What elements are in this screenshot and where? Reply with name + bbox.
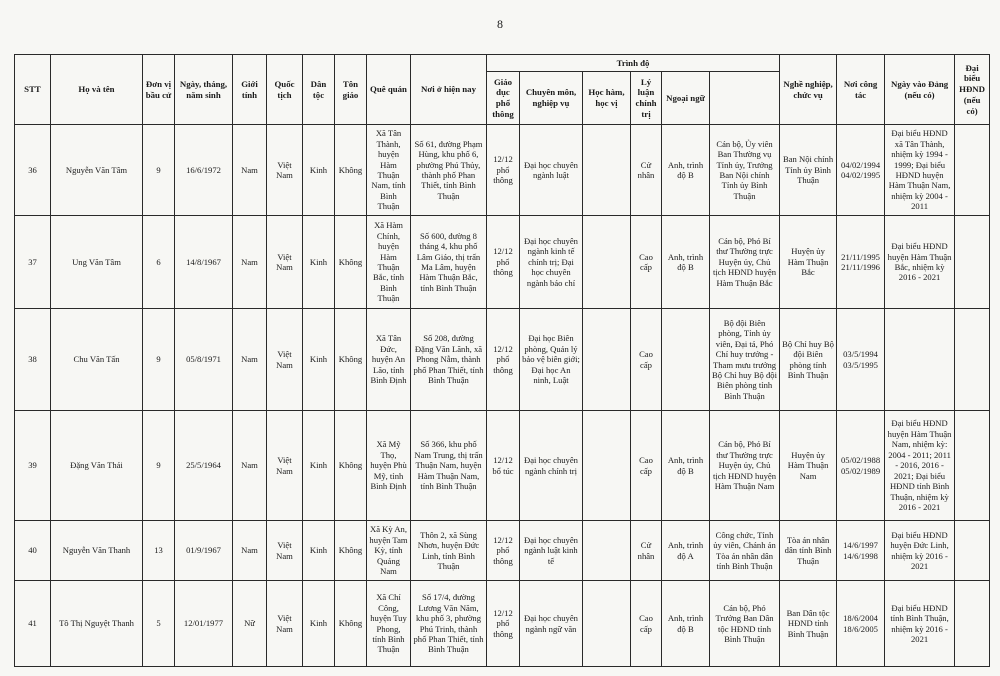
cell-don-vi: 6 — [143, 216, 175, 309]
cell-ngoai-ngu: Anh, trình độ B — [662, 125, 710, 216]
cell-giao-duc: 12/12 bổ túc — [487, 411, 520, 521]
cell-ghi-chu — [955, 411, 990, 521]
cell-giao-duc: 12/12 phổ thông — [487, 216, 520, 309]
cell-ngay-vao-dang: 05/02/1988 05/02/1989 — [837, 411, 885, 521]
cell-ghi-chu — [955, 309, 990, 411]
cell-hoc-ham — [583, 216, 631, 309]
cell-ton-giao: Không — [335, 411, 367, 521]
cell-hoc-ham — [583, 581, 631, 667]
cell-don-vi: 9 — [143, 125, 175, 216]
cell-ho-ten: Chu Văn Tấn — [51, 309, 143, 411]
cell-ton-giao: Không — [335, 521, 367, 581]
table-row — [15, 581, 990, 667]
cell-ton-giao: Không — [335, 216, 367, 309]
cell-giao-duc: 12/12 phổ thông — [487, 125, 520, 216]
cell-don-vi: 13 — [143, 521, 175, 581]
cell-chuyen-mon: Đại học Biên phòng, Quản lý bảo vệ biên giới; Đại học An ninh, Luật — [520, 309, 583, 411]
cell-ngay-vao-dang: 04/02/1994 04/02/1995 — [837, 125, 885, 216]
cell-ngay-sinh: 12/01/1977 — [175, 581, 233, 667]
cell-noi-o: Số 61, đường Phạm Hùng, khu phố 6, phường Phú Thủy, thành phố Phan Thiết, tỉnh Bình Thuận — [411, 125, 487, 216]
cell-que-quan: Xã Hàm Chính, huyện Hàm Thuận Bắc, tỉnh Bình Thuận — [367, 216, 411, 309]
cell-ngay-sinh: 25/5/1964 — [175, 411, 233, 521]
cell-dai-bieu: Đại biểu HĐND huyện Hàm Thuận Bắc, nhiệm kỳ 2016 - 2021 — [885, 216, 955, 309]
cell-dai-bieu — [885, 309, 955, 411]
cell-gioi-tinh: Nam — [233, 309, 267, 411]
cell-chuyen-mon: Đại học chuyên ngành luật — [520, 125, 583, 216]
cell-gioi-tinh: Nam — [233, 411, 267, 521]
cell-ngoai-ngu — [662, 309, 710, 411]
header-noi-o: Nơi ở hiện nay — [411, 55, 487, 125]
cell-noi-o: Thôn 2, xã Sùng Nhơn, huyện Đức Linh, tỉnh Bình Thuận — [411, 521, 487, 581]
cell-gioi-tinh: Nam — [233, 521, 267, 581]
cell-gioi-tinh: Nam — [233, 125, 267, 216]
cell-ton-giao: Không — [335, 125, 367, 216]
header-dai-bieu: Đại biểu HĐND (nếu có) — [955, 55, 990, 125]
header-giao-duc: Giáo dục phổ thông — [487, 72, 520, 125]
cell-quoc-tich: Việt Nam — [267, 125, 303, 216]
cell-ly-luan: Cao cấp — [631, 216, 662, 309]
header-stt: STT — [15, 55, 51, 125]
cell-giao-duc: 12/12 phổ thông — [487, 581, 520, 667]
cell-gioi-tinh: Nam — [233, 216, 267, 309]
cell-dai-bieu: Đại biểu HĐND huyện Đức Linh, nhiệm kỳ 2016 - 2021 — [885, 521, 955, 581]
header-don-vi: Đơn vị bầu cử — [143, 55, 175, 125]
cell-nghe-nghiep: Cán bộ, Phó Bí thư Thường trực Huyện ủy, Chủ tịch HĐND huyện Hàm Thuận Nam — [710, 411, 780, 521]
header-ngay-sinh: Ngày, tháng, năm sinh — [175, 55, 233, 125]
cell-dan-toc: Kinh — [303, 309, 335, 411]
cell-noi-o: Số 366, khu phố Nam Trung, thị trấn Thuận Nam, huyện Hàm Thuận Nam, tỉnh Bình Thuận — [411, 411, 487, 521]
cell-ho-ten: Ung Văn Tâm — [51, 216, 143, 309]
cell-ghi-chu — [955, 581, 990, 667]
header-noi-cong-tac: Nơi công tác — [837, 55, 885, 125]
cell-ngay-sinh: 05/8/1971 — [175, 309, 233, 411]
cell-ngay-vao-dang: 03/5/1994 03/5/1995 — [837, 309, 885, 411]
cell-hoc-ham — [583, 309, 631, 411]
cell-dan-toc: Kinh — [303, 581, 335, 667]
cell-que-quan: Xã Tân Thành, huyện Hàm Thuận Nam, tỉnh Bình Thuận — [367, 125, 411, 216]
cell-stt: 39 — [15, 411, 51, 521]
cell-giao-duc: 12/12 phổ thông — [487, 521, 520, 581]
header-dan-toc: Dân tộc — [303, 55, 335, 125]
cell-nghe-nghiep: Cán bộ, Phó Trưởng Ban Dân tộc HĐND tỉnh Bình Thuận — [710, 581, 780, 667]
cell-chuyen-mon: Đại học chuyên ngành ngữ văn — [520, 581, 583, 667]
cell-stt: 37 — [15, 216, 51, 309]
table-body — [15, 125, 990, 667]
header-hoc-ham: Học hàm, học vị — [583, 72, 631, 125]
cell-ngoai-ngu: Anh, trình độ B — [662, 411, 710, 521]
cell-don-vi: 9 — [143, 309, 175, 411]
cell-dai-bieu: Đại biểu HĐND huyện Hàm Thuận Nam, nhiệm kỳ: 2004 - 2011; 2011 - 2016, 2016 - 2021; Đại biểu HĐND tỉnh Bình Thuận, nhiệm kỳ 2016 - 2021 — [885, 411, 955, 521]
cell-ly-luan: Cao cấp — [631, 309, 662, 411]
cell-noi-cong-tac: Ban Nội chính Tỉnh ủy Bình Thuận — [780, 125, 837, 216]
cell-stt: 36 — [15, 125, 51, 216]
header-quoc-tich: Quốc tịch — [267, 55, 303, 125]
cell-nghe-nghiep: Cán bộ, Ủy viên Ban Thường vụ Tỉnh ủy, Trưởng Ban Nội chính Tỉnh ủy Bình Thuận — [710, 125, 780, 216]
header-ngay-vao-dang: Ngày vào Đảng (nếu có) — [885, 55, 955, 125]
cell-que-quan: Xã Tân Đức, huyện An Lão, tỉnh Bình Định — [367, 309, 411, 411]
cell-ly-luan: Cao cấp — [631, 581, 662, 667]
cell-gioi-tinh: Nữ — [233, 581, 267, 667]
cell-giao-duc: 12/12 phổ thông — [487, 309, 520, 411]
cell-ton-giao: Không — [335, 581, 367, 667]
cell-don-vi: 9 — [143, 411, 175, 521]
table-row — [15, 521, 990, 581]
cell-noi-cong-tac: Huyện ủy Hàm Thuận Nam — [780, 411, 837, 521]
cell-ly-luan: Cao cấp — [631, 411, 662, 521]
table-row — [15, 216, 990, 309]
cell-que-quan: Xã Kỳ An, huyện Tam Kỳ, tỉnh Quảng Nam — [367, 521, 411, 581]
cell-ngoai-ngu: Anh, trình độ B — [662, 216, 710, 309]
table-row — [15, 309, 990, 411]
cell-chuyen-mon: Đại học chuyên ngành kinh tế chính trị; Đại học chuyên ngành báo chí — [520, 216, 583, 309]
cell-chuyen-mon: Đại học chuyên ngành chính trị — [520, 411, 583, 521]
cell-dai-bieu: Đại biểu HĐND tỉnh Bình Thuận, nhiệm kỳ 2016 - 2021 — [885, 581, 955, 667]
table-header — [15, 55, 990, 125]
cell-quoc-tich: Việt Nam — [267, 411, 303, 521]
header-trinh-do: Trình độ — [487, 55, 780, 72]
cell-quoc-tich: Việt Nam — [267, 581, 303, 667]
table-row — [15, 125, 990, 216]
cell-noi-o: Số 17/4, đường Lương Văn Năm, khu phố 3, phường Phú Trinh, thành phố Phan Thiết, tỉnh Bình Thuận — [411, 581, 487, 667]
cell-ngay-sinh: 14/8/1967 — [175, 216, 233, 309]
cell-noi-cong-tac: Bộ Chỉ huy Bộ đội Biên phòng tỉnh Bình Thuận — [780, 309, 837, 411]
cell-nghe-nghiep: Bộ đội Biên phòng, Tỉnh ủy viên, Đại tá, Phó Chỉ huy trưởng - Tham mưu trưởng Bộ Chỉ huy Bộ đội Biên phòng tỉnh Bình Thuận — [710, 309, 780, 411]
cell-ngoai-ngu: Anh, trình độ A — [662, 521, 710, 581]
header-gioi-tinh: Giới tính — [233, 55, 267, 125]
cell-hoc-ham — [583, 411, 631, 521]
cell-ly-luan: Cử nhân — [631, 521, 662, 581]
cell-noi-cong-tac: Huyện ủy Hàm Thuận Bắc — [780, 216, 837, 309]
cell-ghi-chu — [955, 125, 990, 216]
cell-quoc-tich: Việt Nam — [267, 521, 303, 581]
cell-ho-ten: Tô Thị Nguyệt Thanh — [51, 581, 143, 667]
header-que-quan: Quê quán — [367, 55, 411, 125]
cell-ho-ten: Đặng Văn Thái — [51, 411, 143, 521]
cell-dai-bieu: Đại biểu HĐND xã Tân Thành, nhiệm kỳ 1994 - 1999; Đại biểu HĐND huyện Hàm Thuận Nam, nhiệm kỳ 2004 - 2011 — [885, 125, 955, 216]
candidate-table — [14, 54, 990, 667]
header-ho-ten: Họ và tên — [51, 55, 143, 125]
cell-noi-o: Số 208, đường Đặng Văn Lãnh, xã Phong Nẫm, thành phố Phan Thiết, tỉnh Bình Thuận — [411, 309, 487, 411]
header-ly-luan: Lý luận chính trị — [631, 72, 662, 125]
cell-quoc-tich: Việt Nam — [267, 309, 303, 411]
page-number: 8 — [497, 17, 503, 31]
cell-dan-toc: Kinh — [303, 521, 335, 581]
cell-ngay-sinh: 16/6/1972 — [175, 125, 233, 216]
cell-nghe-nghiep: Cán bộ, Phó Bí thư Thường trực Huyện ủy, Chủ tịch HĐND huyện Hàm Thuận Bắc — [710, 216, 780, 309]
cell-ton-giao: Không — [335, 309, 367, 411]
cell-don-vi: 5 — [143, 581, 175, 667]
cell-stt: 38 — [15, 309, 51, 411]
cell-ghi-chu — [955, 521, 990, 581]
cell-noi-o: Số 600, đường 8 tháng 4, khu phố Lâm Giáo, thị trấn Ma Lâm, huyện Hàm Thuận Bắc, tỉnh Bình Thuận — [411, 216, 487, 309]
cell-ho-ten: Nguyễn Văn Tâm — [51, 125, 143, 216]
cell-dan-toc: Kinh — [303, 216, 335, 309]
cell-noi-cong-tac: Tòa án nhân dân tỉnh Bình Thuận — [780, 521, 837, 581]
cell-ngoai-ngu: Anh, trình độ B — [662, 581, 710, 667]
header-ngoai-ngu: Ngoại ngữ — [662, 72, 710, 125]
cell-que-quan: Xã Mỹ Thọ, huyện Phù Mỹ, tỉnh Bình Định — [367, 411, 411, 521]
header-chuyen-mon: Chuyên môn, nghiệp vụ — [520, 72, 583, 125]
header-nghe-nghiep: Nghề nghiệp, chức vụ — [780, 55, 837, 125]
cell-stt: 40 — [15, 521, 51, 581]
table-row — [15, 411, 990, 521]
cell-quoc-tich: Việt Nam — [267, 216, 303, 309]
header-ton-giao: Tôn giáo — [335, 55, 367, 125]
cell-ngay-sinh: 01/9/1967 — [175, 521, 233, 581]
cell-ngay-vao-dang: 21/11/1995 21/11/1996 — [837, 216, 885, 309]
cell-hoc-ham — [583, 521, 631, 581]
cell-nghe-nghiep: Công chức, Tỉnh ủy viên, Chánh án Tòa án nhân dân tỉnh Bình Thuận — [710, 521, 780, 581]
cell-ghi-chu — [955, 216, 990, 309]
cell-que-quan: Xã Chí Công, huyện Tuy Phong, tỉnh Bình Thuận — [367, 581, 411, 667]
cell-stt: 41 — [15, 581, 51, 667]
cell-ngay-vao-dang: 18/6/2004 18/6/2005 — [837, 581, 885, 667]
cell-dan-toc: Kinh — [303, 411, 335, 521]
cell-chuyen-mon: Đại học chuyên ngành luật kinh tế — [520, 521, 583, 581]
cell-hoc-ham — [583, 125, 631, 216]
cell-noi-cong-tac: Ban Dân tộc HĐND tỉnh Bình Thuận — [780, 581, 837, 667]
cell-ly-luan: Cử nhân — [631, 125, 662, 216]
cell-dan-toc: Kinh — [303, 125, 335, 216]
cell-ngay-vao-dang: 14/6/1997 14/6/1998 — [837, 521, 885, 581]
cell-ho-ten: Nguyễn Văn Thanh — [51, 521, 143, 581]
